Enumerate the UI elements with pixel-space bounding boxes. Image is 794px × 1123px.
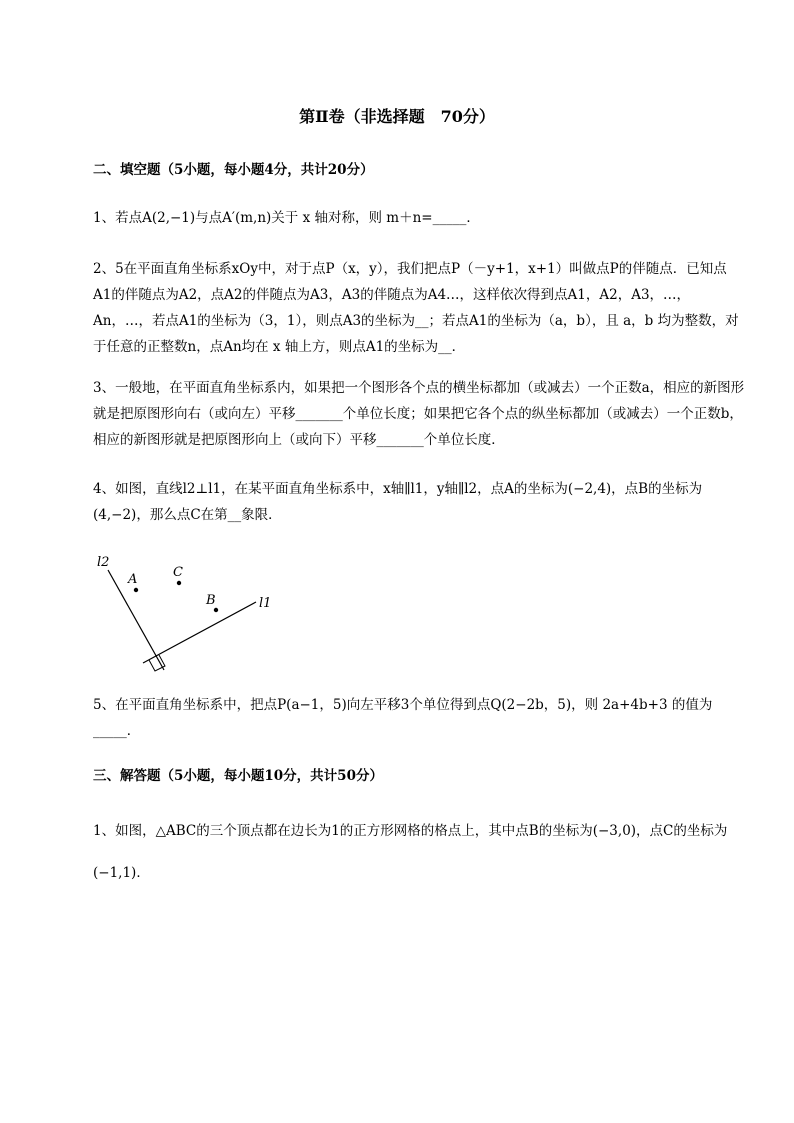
question-1: 1、若点A(2,−1)与点A′(m,n)关于 x 轴对称，则 m＋n=_____． xyxy=(93,210,480,226)
point-c xyxy=(177,581,181,585)
label-b: B xyxy=(206,593,216,608)
question-3: 3、一般地，在平面直角坐标系内，如果把一个图形各个点的横坐标都加（或减去）一个正数a，相应的新图形就是把原图形向右（或向左）平移_______个单位长度；如果把它各个点的纵坐标都加（或减去）一个正数b，相应的新图形就是把原图形向上（或向下）平移_______个单位长度． xyxy=(93,380,745,448)
answer-question-1: 1、如图，△ABC的三个顶点都在边长为1的正方形网格的格点上，其中点B的坐标为(−3,0)，点C的坐标为(−1,1)． xyxy=(93,823,728,881)
question-5: 5、在平面直角坐标系中，把点P(a−1，5)向左平移3个单位得到点Q(2−2b，5)，则 2a+4b+3 的值为_____． xyxy=(93,697,713,739)
label-c: C xyxy=(173,565,183,580)
label-l1: l1 xyxy=(259,596,272,611)
paper-title: 第Ⅱ卷（非选择题 70分） xyxy=(299,107,495,126)
question-4: 4、如图，直线l2⊥l1，在某平面直角坐标系中，x轴∥l1，y轴∥l2，点A的坐标为(−2,4)，点B的坐标为(4,−2)，那么点C在第__象限． xyxy=(93,481,703,523)
label-a: A xyxy=(128,572,138,587)
point-b xyxy=(214,608,218,612)
question-4-figure xyxy=(88,550,308,680)
point-a xyxy=(134,588,138,592)
section-fill-in-heading: 二、填空题（5小题，每小题4分，共计20分） xyxy=(93,162,374,178)
section-answer-heading: 三、解答题（5小题，每小题10分，共计50分） xyxy=(93,768,383,784)
question-2: 2、5在平面直角坐标系xOy中，对于点P（x，y），我们把点P（－y+1，x+1）叫做点P的伴随点．已知点A1的伴随点为A2，点A2的伴随点为A3，A3的伴随点为A4…，这样依次得到点A1，A2，A3，…，An，…，若点A1的坐标为（3，1），则点A3的坐标为__；若点A1的坐标为（a，b），且 a，b 均为整数，对于任意的正整数n，点An均在 x 轴上方，则点A1的坐标为__． xyxy=(93,261,739,355)
label-l2: l2 xyxy=(97,555,110,570)
line-l1 xyxy=(143,602,256,663)
